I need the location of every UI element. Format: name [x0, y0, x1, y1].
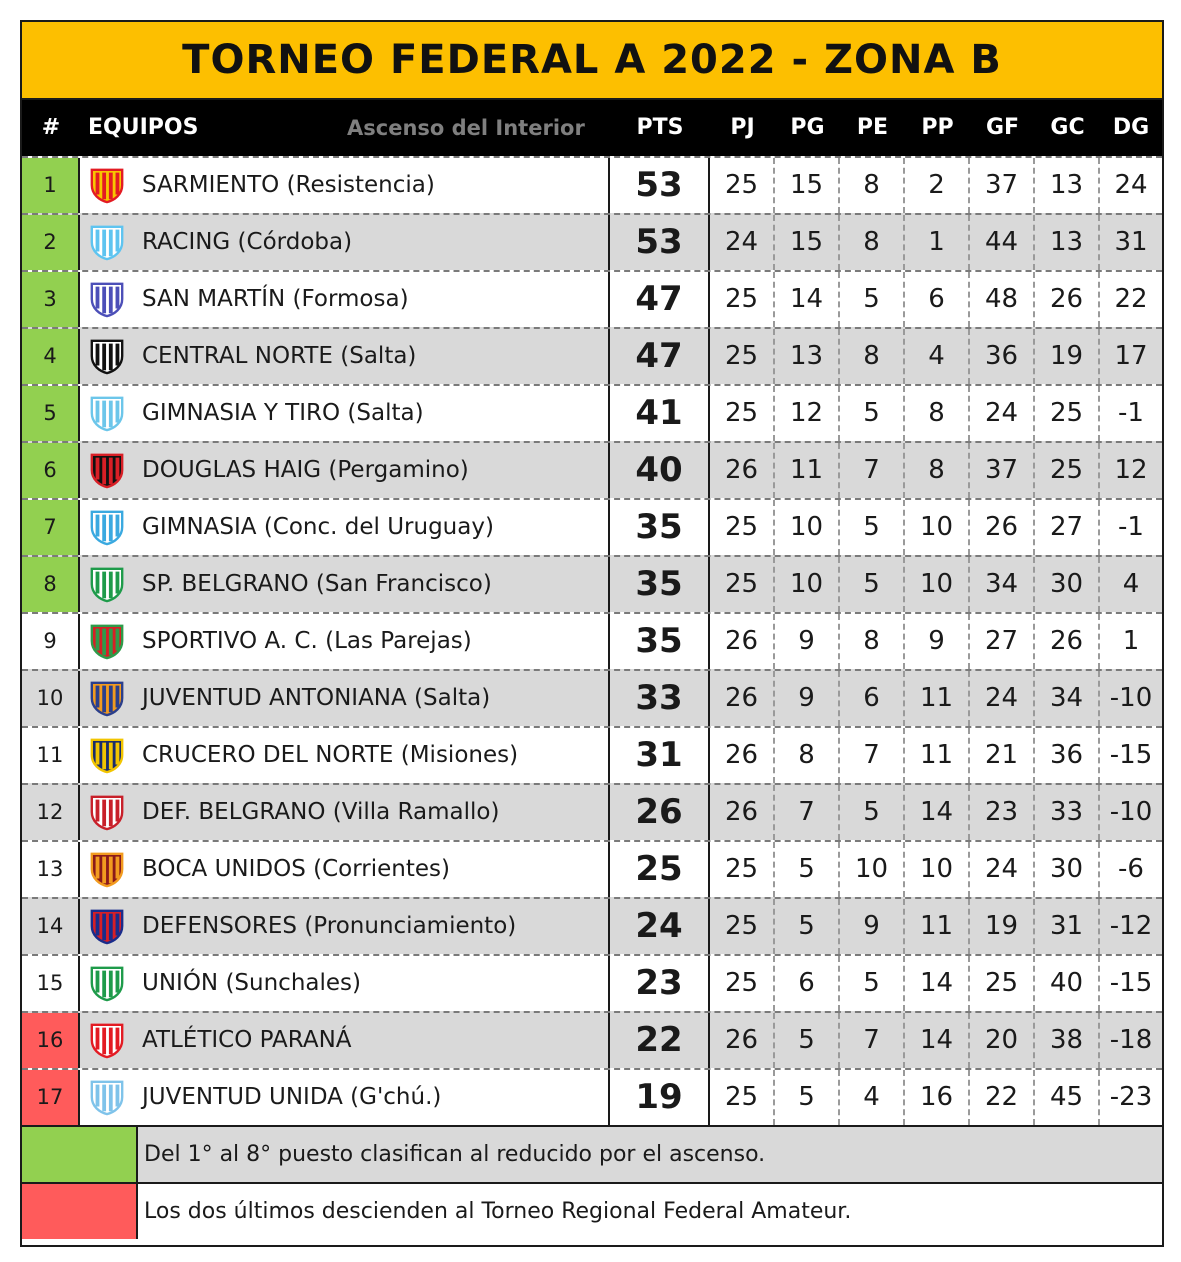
relegation-swatch: [22, 1184, 138, 1239]
team-name: SARMIENTO (Resistencia): [142, 172, 435, 198]
pg-cell: 7: [775, 785, 840, 840]
position-cell: 1: [22, 158, 80, 213]
dg-cell: -18: [1109, 1025, 1153, 1055]
dg-cell: 12: [1114, 455, 1148, 485]
team-name: UNIÓN (Sunchales): [142, 970, 361, 996]
pg-cell: 10: [775, 557, 840, 612]
promotion-swatch: [22, 1127, 138, 1182]
table-row: [22, 156, 1162, 213]
team-name: GIMNASIA (Conc. del Uruguay): [142, 514, 494, 540]
pe-cell: 8: [840, 329, 905, 384]
points-cell: 40: [610, 443, 710, 498]
points-cell: 24: [610, 899, 710, 954]
position-cell: 10: [22, 671, 80, 726]
gf-cell: 25: [970, 956, 1035, 1011]
juventud-antoniana-crest-icon: [88, 679, 126, 717]
position-cell: 3: [22, 272, 80, 327]
pe-cell: 7: [840, 443, 905, 498]
team-cell: [80, 842, 610, 897]
table-row: [22, 669, 1162, 726]
pg-cell: 15: [775, 215, 840, 270]
position-cell: 7: [22, 500, 80, 555]
pp-cell: 6: [905, 272, 970, 327]
table-row: [22, 441, 1162, 498]
table-row: [22, 498, 1162, 555]
table-row: [22, 840, 1162, 897]
team-cell: [80, 1013, 610, 1068]
team-cell: [80, 956, 610, 1011]
position-cell: 16: [22, 1013, 80, 1068]
pj-cell: 26: [710, 443, 775, 498]
pj-cell: 26: [710, 671, 775, 726]
pj-cell: 26: [710, 728, 775, 783]
pe-cell: 5: [840, 557, 905, 612]
table-row: [22, 612, 1162, 669]
pj-cell: 25: [710, 329, 775, 384]
pp-cell: 8: [905, 386, 970, 441]
team-name: CENTRAL NORTE (Salta): [142, 343, 417, 369]
table-header: [22, 100, 1162, 156]
header-team: EQUIPOS: [88, 115, 199, 140]
dg-cell: -10: [1109, 797, 1153, 827]
gc-cell: 25: [1035, 386, 1100, 441]
crucero-norte-crest-icon: [88, 736, 126, 774]
table-row: [22, 1068, 1162, 1125]
team-cell: [80, 728, 610, 783]
header-gc: GC: [1050, 115, 1085, 140]
pp-cell: 4: [905, 329, 970, 384]
team-cell: [80, 671, 610, 726]
position-cell: 12: [22, 785, 80, 840]
points-cell: 23: [610, 956, 710, 1011]
pe-cell: 5: [840, 386, 905, 441]
pe-cell: 8: [840, 614, 905, 669]
juventud-unida-crest-icon: [88, 1078, 126, 1116]
position-cell: 17: [22, 1070, 80, 1125]
pe-cell: 8: [840, 158, 905, 213]
pg-cell: 9: [775, 614, 840, 669]
header-ascenso: Ascenso del Interior: [347, 116, 585, 140]
position-cell: 4: [22, 329, 80, 384]
gf-cell: 27: [970, 614, 1035, 669]
gc-cell: 30: [1035, 557, 1100, 612]
pg-cell: 13: [775, 329, 840, 384]
team-cell: [80, 500, 610, 555]
gc-cell: 33: [1035, 785, 1100, 840]
pj-cell: 25: [710, 899, 775, 954]
dg-cell: -1: [1118, 398, 1144, 428]
gf-cell: 44: [970, 215, 1035, 270]
gc-cell: 40: [1035, 956, 1100, 1011]
gf-cell: 37: [970, 158, 1035, 213]
pe-cell: 4: [840, 1070, 905, 1125]
pp-cell: 10: [905, 842, 970, 897]
gc-cell: 25: [1035, 443, 1100, 498]
position-cell: 5: [22, 386, 80, 441]
team-name: BOCA UNIDOS (Corrientes): [142, 856, 450, 882]
points-cell: 26: [610, 785, 710, 840]
racing-crest-icon: [88, 223, 126, 261]
pe-cell: 10: [840, 842, 905, 897]
pg-cell: 10: [775, 500, 840, 555]
gf-cell: 23: [970, 785, 1035, 840]
gf-cell: 20: [970, 1013, 1035, 1068]
team-cell: [80, 614, 610, 669]
pg-cell: 8: [775, 728, 840, 783]
defensores-crest-icon: [88, 907, 126, 945]
position-cell: 15: [22, 956, 80, 1011]
gf-cell: 24: [970, 671, 1035, 726]
pg-cell: 6: [775, 956, 840, 1011]
pj-cell: 25: [710, 1070, 775, 1125]
gf-cell: 37: [970, 443, 1035, 498]
points-cell: 53: [610, 158, 710, 213]
header-gf: GF: [985, 115, 1020, 140]
team-name: SP. BELGRANO (San Francisco): [142, 571, 492, 597]
table-row: [22, 783, 1162, 840]
pj-cell: 24: [710, 215, 775, 270]
header-pp: PP: [921, 115, 954, 140]
position-cell: 11: [22, 728, 80, 783]
team-name: DOUGLAS HAIG (Pergamino): [142, 457, 469, 483]
gc-cell: 19: [1035, 329, 1100, 384]
table-row: [22, 270, 1162, 327]
pj-cell: 25: [710, 500, 775, 555]
dg-cell: -6: [1118, 854, 1144, 884]
pg-cell: 15: [775, 158, 840, 213]
points-cell: 47: [610, 329, 710, 384]
pp-cell: 14: [905, 956, 970, 1011]
legend-text: Los dos últimos descienden al Torneo Regional Federal Amateur.: [144, 1199, 852, 1224]
points-cell: 31: [610, 728, 710, 783]
table-title: TORNEO FEDERAL A 2022 - ZONA B: [22, 22, 1162, 100]
team-name: SAN MARTÍN (Formosa): [142, 286, 409, 312]
table-row: [22, 897, 1162, 954]
pe-cell: 6: [840, 671, 905, 726]
team-cell: [80, 785, 610, 840]
gimnasia-cdu-crest-icon: [88, 508, 126, 546]
position-cell: 2: [22, 215, 80, 270]
team-cell: [80, 1070, 610, 1125]
pe-cell: 5: [840, 785, 905, 840]
pg-cell: 5: [775, 1070, 840, 1125]
team-cell: [80, 899, 610, 954]
team-name: JUVENTUD ANTONIANA (Salta): [142, 685, 491, 711]
team-name: GIMNASIA Y TIRO (Salta): [142, 400, 424, 426]
team-name: JUVENTUD UNIDA (G'chú.): [142, 1084, 442, 1110]
dg-cell: 17: [1114, 341, 1148, 371]
boca-unidos-crest-icon: [88, 850, 126, 888]
gc-cell: 31: [1035, 899, 1100, 954]
team-name: CRUCERO DEL NORTE (Misiones): [142, 742, 519, 768]
points-cell: 25: [610, 842, 710, 897]
header-pos: #: [41, 115, 61, 140]
gf-cell: 36: [970, 329, 1035, 384]
pp-cell: 16: [905, 1070, 970, 1125]
table-row: [22, 954, 1162, 1011]
team-cell: [80, 329, 610, 384]
team-cell: [80, 386, 610, 441]
pg-cell: 5: [775, 1013, 840, 1068]
dg-cell: 4: [1122, 569, 1140, 599]
gf-cell: 24: [970, 386, 1035, 441]
legend-row: [22, 1182, 1162, 1239]
table-row: [22, 384, 1162, 441]
pp-cell: 14: [905, 1013, 970, 1068]
pj-cell: 25: [710, 158, 775, 213]
header-pts: PTS: [636, 115, 684, 140]
table-row: [22, 1011, 1162, 1068]
position-cell: 14: [22, 899, 80, 954]
dg-cell: -1: [1118, 512, 1144, 542]
team-cell: [80, 158, 610, 213]
team-cell: [80, 215, 610, 270]
pg-cell: 14: [775, 272, 840, 327]
position-cell: 8: [22, 557, 80, 612]
gc-cell: 26: [1035, 272, 1100, 327]
pj-cell: 25: [710, 557, 775, 612]
dg-cell: -10: [1109, 683, 1153, 713]
gc-cell: 30: [1035, 842, 1100, 897]
pg-cell: 11: [775, 443, 840, 498]
gimnasia-tiro-crest-icon: [88, 394, 126, 432]
gc-cell: 13: [1035, 215, 1100, 270]
pp-cell: 11: [905, 671, 970, 726]
gf-cell: 22: [970, 1070, 1035, 1125]
pe-cell: 7: [840, 728, 905, 783]
pp-cell: 11: [905, 728, 970, 783]
points-cell: 53: [610, 215, 710, 270]
pg-cell: 5: [775, 842, 840, 897]
pj-cell: 25: [710, 842, 775, 897]
pp-cell: 11: [905, 899, 970, 954]
gf-cell: 34: [970, 557, 1035, 612]
central-norte-crest-icon: [88, 337, 126, 375]
gf-cell: 24: [970, 842, 1035, 897]
points-cell: 35: [610, 500, 710, 555]
dg-cell: 22: [1114, 284, 1148, 314]
position-cell: 9: [22, 614, 80, 669]
pe-cell: 5: [840, 956, 905, 1011]
header-dg: DG: [1112, 115, 1150, 140]
points-cell: 35: [610, 614, 710, 669]
points-cell: 19: [610, 1070, 710, 1125]
header-pg: PG: [790, 115, 825, 140]
pe-cell: 7: [840, 1013, 905, 1068]
header-pe: PE: [856, 115, 889, 140]
gc-cell: 26: [1035, 614, 1100, 669]
douglas-haig-crest-icon: [88, 451, 126, 489]
gc-cell: 27: [1035, 500, 1100, 555]
team-name: DEF. BELGRANO (Villa Ramallo): [142, 799, 500, 825]
sportivo-crest-icon: [88, 622, 126, 660]
pg-cell: 9: [775, 671, 840, 726]
pp-cell: 8: [905, 443, 970, 498]
points-cell: 22: [610, 1013, 710, 1068]
table-row: [22, 213, 1162, 270]
standings-table: [20, 20, 1164, 1247]
atletico-parana-crest-icon: [88, 1021, 126, 1059]
gf-cell: 48: [970, 272, 1035, 327]
points-cell: 35: [610, 557, 710, 612]
team-cell: [80, 557, 610, 612]
pg-cell: 5: [775, 899, 840, 954]
pp-cell: 9: [905, 614, 970, 669]
table-row: [22, 327, 1162, 384]
pj-cell: 26: [710, 614, 775, 669]
position-cell: 6: [22, 443, 80, 498]
pj-cell: 25: [710, 956, 775, 1011]
table-row: [22, 555, 1162, 612]
pj-cell: 26: [710, 785, 775, 840]
pe-cell: 5: [840, 272, 905, 327]
dg-cell: -15: [1109, 740, 1153, 770]
pe-cell: 8: [840, 215, 905, 270]
gf-cell: 26: [970, 500, 1035, 555]
team-name: DEFENSORES (Pronunciamiento): [142, 913, 517, 939]
pp-cell: 14: [905, 785, 970, 840]
san-martin-crest-icon: [88, 280, 126, 318]
pj-cell: 25: [710, 386, 775, 441]
dg-cell: -12: [1109, 911, 1153, 941]
gc-cell: 34: [1035, 671, 1100, 726]
dg-cell: 31: [1114, 227, 1148, 257]
pe-cell: 9: [840, 899, 905, 954]
pp-cell: 2: [905, 158, 970, 213]
gc-cell: 38: [1035, 1013, 1100, 1068]
pj-cell: 25: [710, 272, 775, 327]
pp-cell: 1: [905, 215, 970, 270]
pg-cell: 12: [775, 386, 840, 441]
table-row: [22, 726, 1162, 783]
gf-cell: 21: [970, 728, 1035, 783]
points-cell: 41: [610, 386, 710, 441]
sarmiento-crest-icon: [88, 166, 126, 204]
dg-cell: 1: [1122, 626, 1140, 656]
legend-row: [22, 1125, 1162, 1182]
gc-cell: 13: [1035, 158, 1100, 213]
team-name: SPORTIVO A. C. (Las Parejas): [142, 628, 472, 654]
dg-cell: -15: [1109, 968, 1153, 998]
gc-cell: 45: [1035, 1070, 1100, 1125]
union-sunchales-crest-icon: [88, 964, 126, 1002]
legend-text: Del 1° al 8° puesto clasifican al reducido por el ascenso.: [144, 1142, 766, 1167]
gc-cell: 36: [1035, 728, 1100, 783]
dg-cell: 24: [1114, 170, 1148, 200]
team-cell: [80, 272, 610, 327]
pj-cell: 26: [710, 1013, 775, 1068]
header-pj: PJ: [730, 115, 755, 140]
team-cell: [80, 443, 610, 498]
pe-cell: 5: [840, 500, 905, 555]
dg-cell: -23: [1109, 1082, 1153, 1112]
position-cell: 13: [22, 842, 80, 897]
team-name: RACING (Córdoba): [142, 229, 353, 255]
points-cell: 47: [610, 272, 710, 327]
pp-cell: 10: [905, 557, 970, 612]
sp-belgrano-crest-icon: [88, 565, 126, 603]
points-cell: 33: [610, 671, 710, 726]
team-name: ATLÉTICO PARANÁ: [142, 1027, 352, 1053]
gf-cell: 19: [970, 899, 1035, 954]
pp-cell: 10: [905, 500, 970, 555]
def-belgrano-crest-icon: [88, 793, 126, 831]
